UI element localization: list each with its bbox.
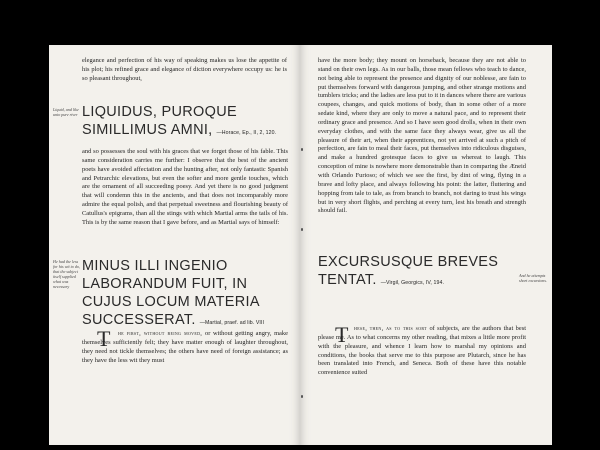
left-margin-note-2: He had the less for his wit to do, that the subject itself supplied what was necessary: [53, 259, 80, 290]
binding-hole-top: [301, 148, 303, 151]
cite-horace: —Horace, Ep., II, 2, 120.: [216, 130, 277, 136]
left-quote-1: [82, 103, 292, 139]
quote-excursusque: EXCURSUSQUE BREVES TENTAT.: [318, 254, 499, 288]
right-paragraph-2: hese, then, as to this sort of subjects, are the authors that best please me. As to what concerns my other reading, that mixes a little more profit with the pleasure, and whence I learn how to marshal my opinions and conditions, the books that serve me to this purpose are Plutarch, since he has been translated into French, and Seneca. Both of these have this notable convenience suited: [318, 325, 526, 377]
left-dropcap: T: [97, 326, 111, 351]
left-paragraph-1: elegance and perfection of his way of speaking makes us lose the appetite of his plot; his refined grace and elegance of diction everywhere occupy us: he is so pleasant throughout,: [82, 57, 287, 82]
binding-hole-bottom: [301, 395, 303, 398]
quote-minus-illi: MINUS ILLI INGENIO LABORANDUM FUIT, IN CUJUS LOCUM MATERIA SUCCESSERAT.: [82, 258, 260, 328]
quote-liquidus: LIQUIDUS, PUROQUE SIMILLIMUS AMNI,: [82, 104, 237, 138]
left-quote-2: [82, 257, 294, 329]
left-margin-note-1: Liquid, and like unto pure river: [53, 107, 79, 118]
cite-martial: —Martial, praef. ad lib. VIII: [199, 320, 265, 326]
left-page: [49, 45, 300, 445]
cite-virgil: —Virgil, Georgics, IV, 194.: [380, 280, 445, 286]
right-dropcap: T: [335, 322, 349, 347]
left-paragraph-2: and so possesses the soul with his graces that we forget those of his fable. This same consideration carries me further: I observe that the best of the ancient poets have avoided affectation and the hunting after, not only fantastic Spanish and Petrarchic elevations, but even the softer and more gentle touches, which are the ornament of all succeeding poesy. And yet there is no good judgment that will condemn this in the ancients, and that does not incomparably more admire the equal polish, and that perpetual sweetness and flourishing beauty of Catullus's epigrams, than all the stings with which Martial arms the tails of his. This is by the same reason that I gave before, and as Martial says of himself:: [82, 148, 288, 226]
right-quote-1: [318, 253, 503, 289]
right-page: [300, 45, 552, 445]
right-margin-note-1: And he attempts short excursions.: [519, 273, 547, 284]
binding-hole-middle: [301, 228, 303, 231]
right-paragraph-1: have the more body; they mount on horseback, because they are not able to stand on their own legs. As in our balls, those mean fellows who teach to dance, not being able to represent the presence and dignity of our noblesse, are fain to put themselves forward with dangerous jumping, and other strange motions and tumblers tricks; and the ladies are less put to it in dances where there are various coupees, changes, and quick motions of body, than in some other of a more sedate kind, where they are only to move a natural pace, and to represent their ordinary grace and presence. And so I have seen good drolls, when in their own everyday clothes, and with the same face they always wear, give us all the pleasure of their art, when their apprentices, not yet arrived at such a pitch of perfection, are fain to meal their faces, put themselves into ridiculous disguises, and make a hundred grotesque faces to give us whereat to laugh. This conception of mine is nowhere more demonstrable than in comparing the Æneid with Orlando Furioso; of which we see the first, by dint of wing, flying in a brave and lofty place, and always following his point: the latter, fluttering and hopping from tale to tale, as from branch to branch, not daring to trust his wings but in very short flights, and perching at every turn, lest his breath and strength should fail.: [318, 57, 526, 215]
left-paragraph-3: he first, without being moved, or without getting angry, make themselves sufficiently felt; they have matter enough of laughter throughout, they need not tickle themselves; the others have need of foreign assistance; as they have the less wit they must: [82, 330, 288, 364]
